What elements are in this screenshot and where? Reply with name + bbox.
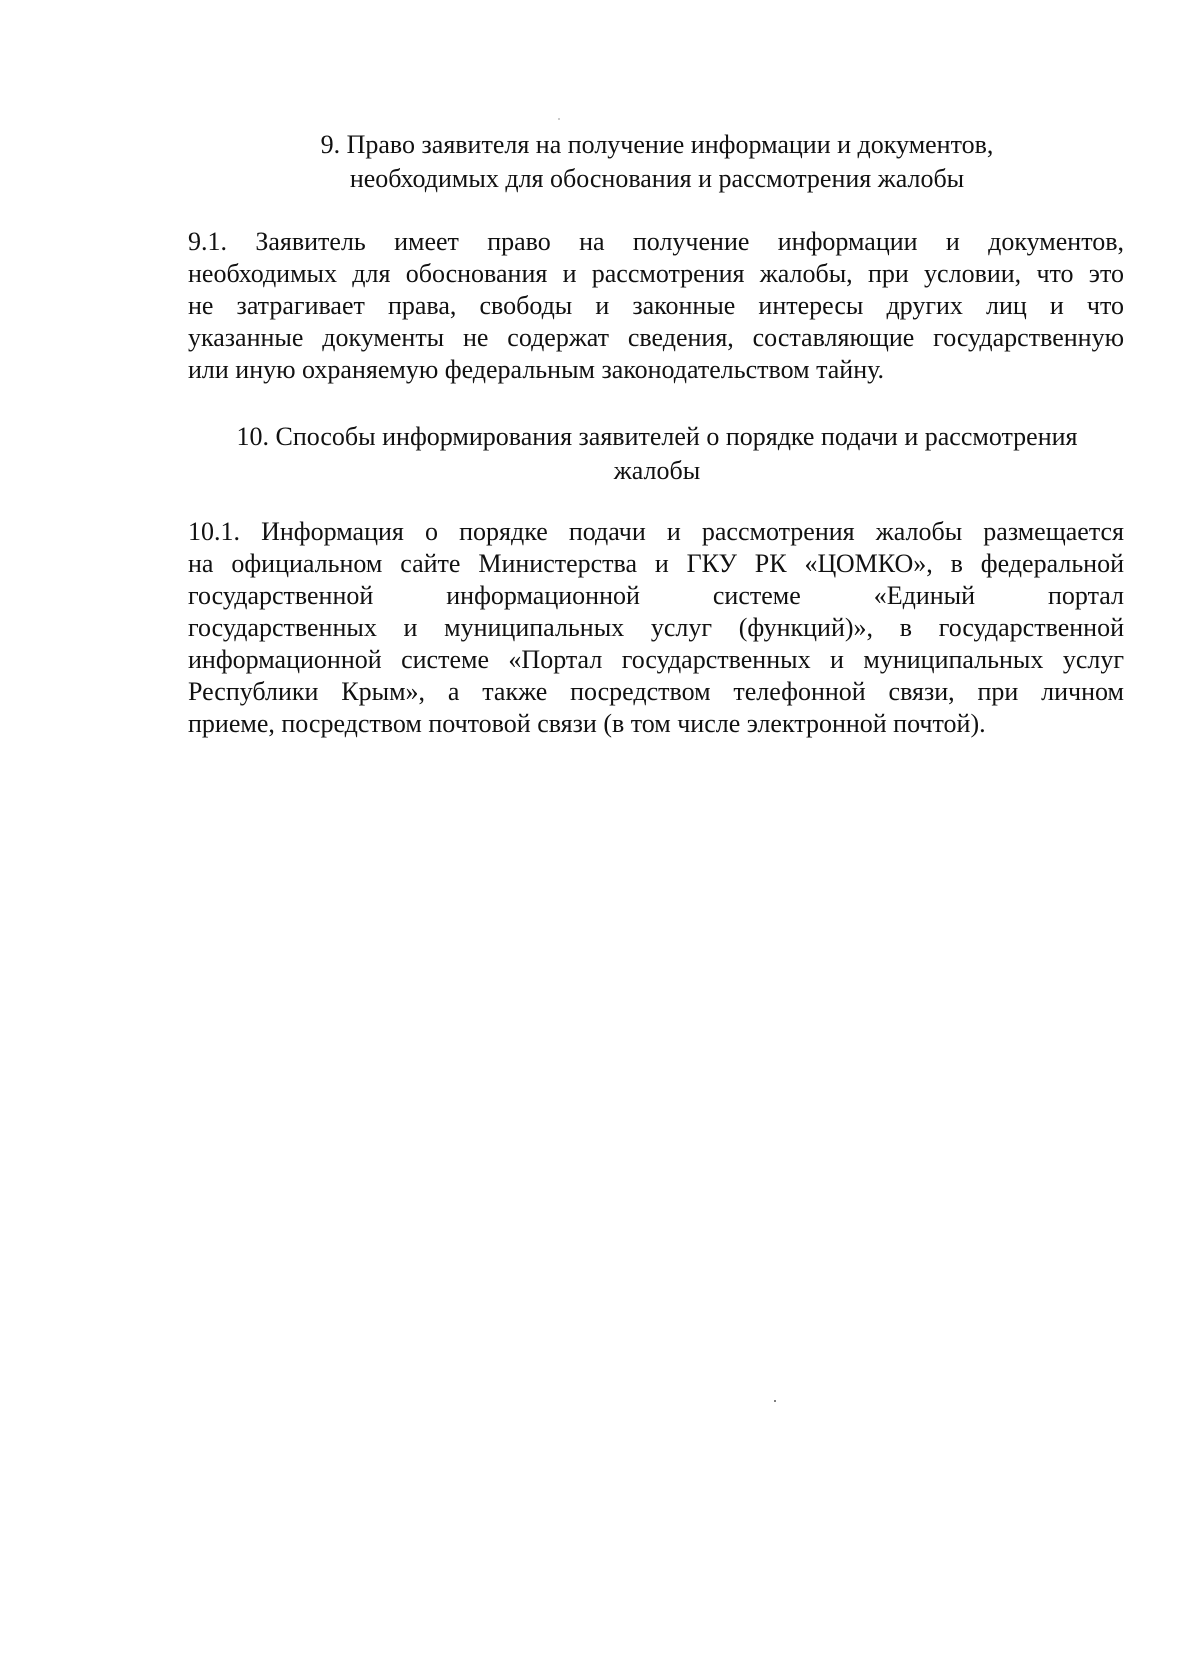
paragraph-line: государственной информационной системе «Единый портал bbox=[188, 581, 1124, 610]
section-9-heading bbox=[188, 128, 1126, 196]
heading-line: 10. Способы информирования заявителей о порядке подачи и рассмотрения bbox=[236, 422, 1078, 451]
paragraph-line: на официальном сайте Министерства и ГКУ РК «ЦОМКО», в федеральной bbox=[188, 549, 1124, 578]
paragraph-line: или иную охраняемую федеральным законодательством тайну. bbox=[188, 355, 885, 384]
heading-line: необходимых для обоснования и рассмотрения жалобы bbox=[349, 164, 965, 193]
paragraph-line: 10.1. Информация о порядке подачи и рассмотрения жалобы размещается bbox=[188, 517, 1124, 546]
paragraph-line: государственных и муниципальных услуг (функций)», в государственной bbox=[188, 613, 1124, 642]
scan-speck bbox=[774, 1400, 776, 1402]
scan-speck bbox=[558, 118, 560, 120]
paragraph-line: не затрагивает права, свободы и законные интересы других лиц и что bbox=[188, 291, 1124, 320]
paragraph-line: приеме, посредством почтовой связи (в том числе электронной почтой). bbox=[188, 709, 986, 738]
paragraph-line: Республики Крым», а также посредством телефонной связи, при личном bbox=[188, 677, 1124, 706]
paragraph-line: информационной системе «Портал государственных и муниципальных услуг bbox=[188, 645, 1124, 674]
paragraph-line: необходимых для обоснования и рассмотрения жалобы, при условии, что это bbox=[188, 259, 1124, 288]
heading-line: 9. Право заявителя на получение информации и документов, bbox=[320, 130, 994, 159]
heading-line: жалобы bbox=[613, 456, 701, 485]
paragraph-line: 9.1. Заявитель имеет право на получение информации и документов, bbox=[188, 227, 1124, 256]
paragraph-line: указанные документы не содержат сведения, составляющие государственную bbox=[188, 323, 1124, 352]
section-9-1-paragraph bbox=[188, 226, 1124, 386]
section-10-heading bbox=[188, 420, 1126, 488]
section-10-1-paragraph bbox=[188, 516, 1124, 740]
